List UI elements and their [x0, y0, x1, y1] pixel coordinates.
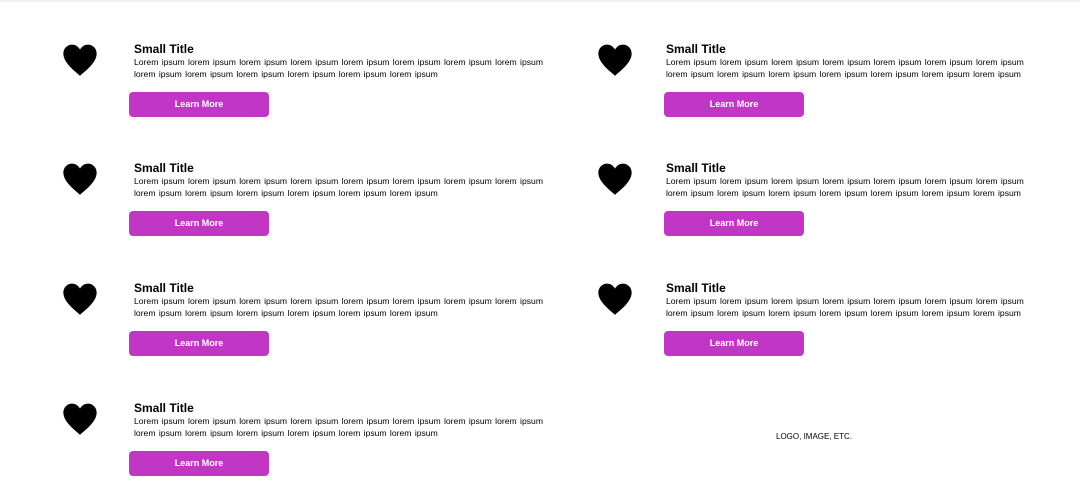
feature-card-6	[599, 161, 1029, 251]
heart-icon	[60, 40, 100, 80]
feature-description: Lorem ipsum lorem ipsum lorem ipsum lorem ipsum lorem ipsum lorem ipsum lorem ipsum lorem ipsum lorem ipsum lorem ipsum lorem ipsum lorem ipsum lorem ipsum lorem ipsum	[666, 176, 1024, 198]
feature-title: Small Title	[134, 42, 194, 56]
feature-description: Lorem ipsum lorem ipsum lorem ipsum lorem ipsum lorem ipsum lorem ipsum lorem ipsum lorem ipsum lorem ipsum lorem ipsum lorem ipsum lorem ipsum lorem ipsum lorem ipsum	[134, 416, 543, 438]
feature-description: Lorem ipsum lorem ipsum lorem ipsum lorem ipsum lorem ipsum lorem ipsum lorem ipsum lorem ipsum lorem ipsum lorem ipsum lorem ipsum lorem ipsum lorem ipsum lorem ipsum	[666, 296, 1024, 318]
heart-icon	[595, 279, 635, 319]
feature-card-5	[599, 42, 1029, 132]
feature-description: Lorem ipsum lorem ipsum lorem ipsum lorem ipsum lorem ipsum lorem ipsum lorem ipsum lorem ipsum lorem ipsum lorem ipsum lorem ipsum lorem ipsum lorem ipsum lorem ipsum	[666, 57, 1024, 79]
feature-description: Lorem ipsum lorem ipsum lorem ipsum lorem ipsum lorem ipsum lorem ipsum lorem ipsum lorem ipsum lorem ipsum lorem ipsum lorem ipsum lorem ipsum lorem ipsum lorem ipsum	[134, 296, 543, 318]
feature-description: Lorem ipsum lorem ipsum lorem ipsum lorem ipsum lorem ipsum lorem ipsum lorem ipsum lorem ipsum lorem ipsum lorem ipsum lorem ipsum lorem ipsum lorem ipsum lorem ipsum	[134, 57, 543, 79]
learn-more-button[interactable]: Learn More	[664, 211, 804, 236]
learn-more-button[interactable]: Learn More	[664, 92, 804, 117]
feature-title: Small Title	[134, 401, 194, 415]
feature-title: Small Title	[134, 161, 194, 175]
top-divider	[0, 0, 1080, 2]
feature-description: Lorem ipsum lorem ipsum lorem ipsum lorem ipsum lorem ipsum lorem ipsum lorem ipsum lorem ipsum lorem ipsum lorem ipsum lorem ipsum lorem ipsum lorem ipsum lorem ipsum	[134, 176, 543, 198]
heart-icon	[60, 399, 100, 439]
heart-icon	[60, 159, 100, 199]
heart-icon	[595, 40, 635, 80]
feature-card-2	[64, 161, 543, 251]
learn-more-button[interactable]: Learn More	[664, 331, 804, 356]
feature-card-7	[599, 281, 1029, 371]
learn-more-button[interactable]: Learn More	[129, 211, 269, 236]
feature-card-1	[64, 42, 543, 132]
feature-title: Small Title	[134, 281, 194, 295]
heart-icon	[595, 159, 635, 199]
feature-title: Small Title	[666, 42, 726, 56]
learn-more-button[interactable]: Learn More	[129, 331, 269, 356]
logo-placeholder: LOGO, IMAGE, ETC.	[776, 432, 853, 441]
learn-more-button[interactable]: Learn More	[129, 92, 269, 117]
feature-title: Small Title	[666, 281, 726, 295]
feature-card-4	[64, 401, 543, 491]
feature-title: Small Title	[666, 161, 726, 175]
heart-icon	[60, 279, 100, 319]
feature-card-3	[64, 281, 543, 371]
learn-more-button[interactable]: Learn More	[129, 451, 269, 476]
